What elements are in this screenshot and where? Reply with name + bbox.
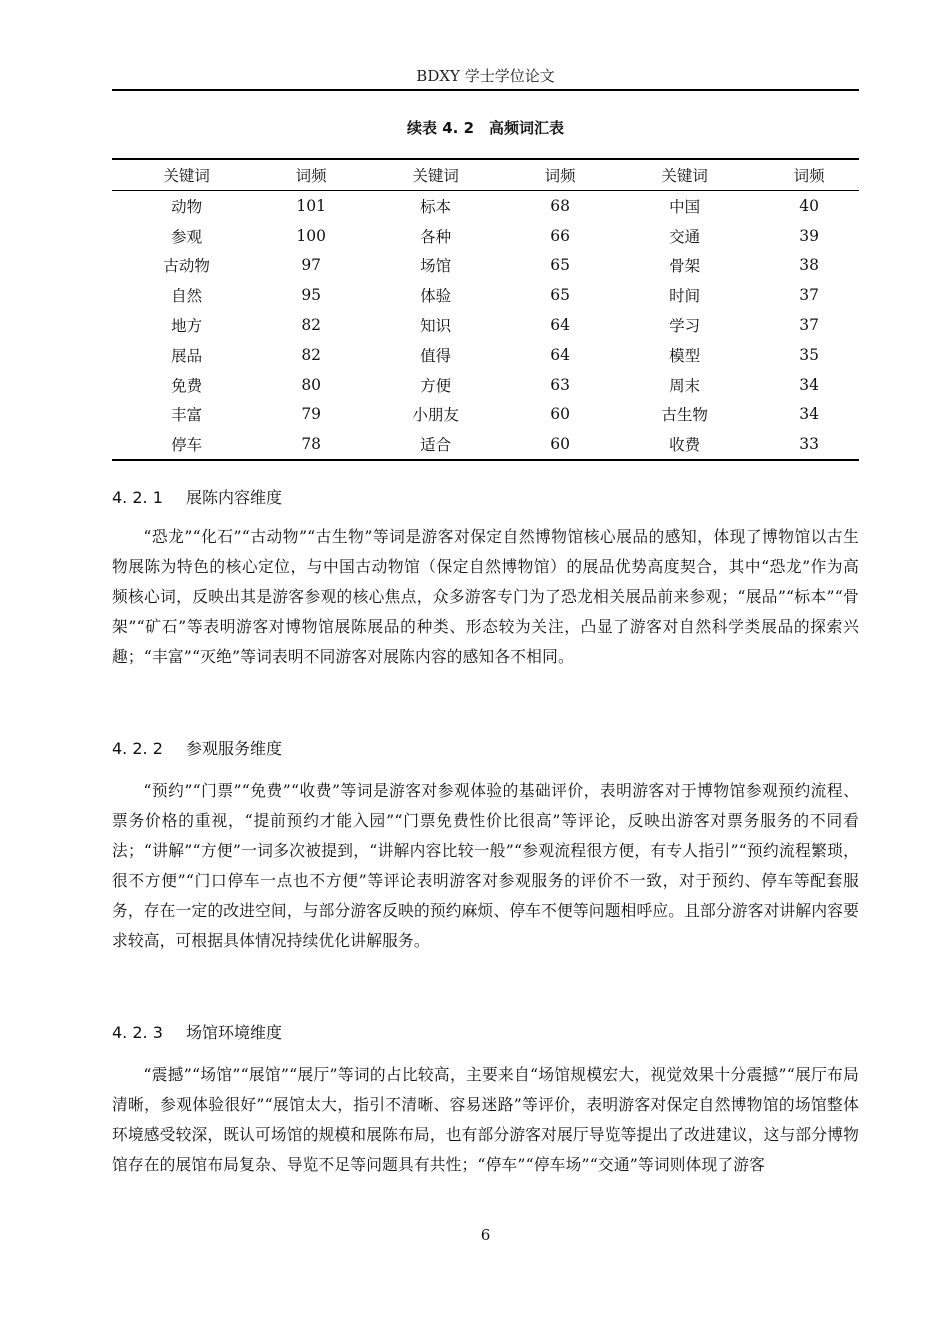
section-number: 4. 2. 3 [112,1023,163,1042]
frequency-cell: 34 [799,375,820,394]
frequency-cell: 65 [550,256,571,275]
section-heading-4-2-2 [112,737,282,761]
keyword-cell: 自然 [171,287,203,306]
frequency-cell: 34 [799,405,820,424]
keyword-cell: 丰富 [171,406,203,425]
table-row [112,400,859,430]
keyword-cell: 适合 [361,429,510,460]
table-row [112,221,859,251]
frequency-cell: 37 [799,286,820,305]
keyword-cell: 古动物 [163,257,210,276]
column-header: 词频 [510,159,610,191]
frequency-cell: 33 [759,429,859,460]
keyword-cell: 停车 [112,429,261,460]
table-body [112,191,859,461]
keyword-cell: 收费 [610,429,759,460]
section-heading-4-2-1 [112,486,282,510]
keyword-cell: 地方 [171,317,203,336]
keyword-cell: 标本 [420,197,452,216]
section-number: 4. 2. 2 [112,739,163,758]
page-number: 6 [480,1226,491,1244]
section-paragraph: “震撼”“场馆”“展馆”“展厅”等词的占比较高，主要来自“场馆规模宏大，视觉效果十分震撼”“展厅布局清晰，参观体验很好”“展馆太大，指引不清晰、容易迷路”等评价，表明游客对保定自然博物馆的场馆整体环境感受较深，既认可场馆的规模和展陈布局，也有部分游客对展厅导览等提出了改进建议，这与部分博物馆存在的展馆布局复杂、导览不足等问题具有共性；“停车”“停车场”“交通”等词则体现了游客 [112,1065,859,1174]
frequency-cell: 82 [301,345,322,364]
frequency-cell: 100 [296,226,326,245]
keyword-cell: 场馆 [420,257,452,276]
column-header: 关键词 [610,159,759,191]
frequency-cell: 64 [550,345,571,364]
keyword-cell: 周末 [669,376,701,395]
keyword-cell: 各种 [420,227,452,246]
keyword-cell: 展品 [171,346,203,365]
frequency-cell: 68 [550,196,571,215]
frequency-cell: 63 [550,375,571,394]
keyword-cell: 免费 [171,376,203,395]
frequency-cell: 97 [301,256,322,275]
section-heading-4-2-3 [112,1021,282,1045]
frequency-cell: 39 [799,226,820,245]
column-header: 词频 [759,159,859,191]
keyword-cell: 小朋友 [412,406,459,425]
keyword-cell: 古生物 [661,406,708,425]
frequency-cell: 101 [296,196,326,215]
frequency-cell: 38 [799,256,820,275]
frequency-cell: 95 [301,286,322,305]
keyword-cell: 值得 [420,346,452,365]
section-title: 参观服务维度 [186,739,283,758]
keyword-cell: 体验 [420,287,452,306]
section-paragraph: “恐龙”“化石”“古动物”“古生物”等词是游客对保定自然博物馆核心展品的感知，体现了博物馆以古生物展陈为特色的核心定位，与中国古动物馆（保定自然博物馆）的展品优势高度契合，其中“恐龙”作为高频核心词，反映出其是游客参观的核心焦点，众多游客专门为了恐龙相关展品前来参观；“展品”“标本”“骨架”“矿石”等表明游客对博物馆展陈展品的种类、形态较为关注，凸显了游客对自然科学类展品的探索兴趣；“丰富”“灭绝”等词表明不同游客对展陈内容的感知各不相同。 [112,527,859,666]
frequency-cell: 64 [550,316,571,335]
frequency-cell: 80 [301,375,322,394]
frequency-cell: 66 [550,226,571,245]
keyword-cell: 知识 [420,317,452,336]
running-header: BDXY 学士学位论文 [416,67,555,85]
keyword-cell: 模型 [669,346,701,365]
keyword-cell: 骨架 [669,257,701,276]
table-caption: 续表 4. 2 高频词汇表 [406,119,565,137]
frequency-cell: 60 [510,429,610,460]
table-header-row [112,159,859,191]
frequency-cell: 82 [301,316,322,335]
keyword-frequency-table [112,158,859,461]
table-row [112,310,859,340]
keyword-cell: 中国 [669,197,701,216]
frequency-cell: 37 [799,316,820,335]
frequency-cell: 40 [799,196,820,215]
table-row [112,340,859,370]
section-number: 4. 2. 1 [112,488,163,507]
column-header: 词频 [261,159,361,191]
keyword-cell: 交通 [669,227,701,246]
table-row [112,251,859,281]
frequency-cell: 60 [550,405,571,424]
column-header: 关键词 [112,159,261,191]
table-row [112,191,859,221]
frequency-cell: 79 [301,405,322,424]
keyword-cell: 学习 [669,317,701,336]
frequency-cell: 65 [550,286,571,305]
column-header: 关键词 [361,159,510,191]
keyword-cell: 参观 [171,227,203,246]
section-paragraph: “预约”“门票”“免费”“收费”等词是游客对参观体验的基础评价，表明游客对于博物馆参观预约流程、票务价格的重视，“提前预约才能入园”“门票免费性价比很高”等评论，反映出游客对票务服务的不同看法；“讲解”“方便”一词多次被提到，“讲解内容比较一般”“参观流程很方便，有专人指引”“预约流程繁琐，很不方便”“门口停车一点也不方便”等评论表明游客对参观服务的评价不一致，对于预约、停车等配套服务，存在一定的改进空间，与部分游客反映的预约麻烦、停车不便等问题相呼应。且部分游客对讲解内容要求较高，可根据具体情况持续优化讲解服务。 [112,781,859,950]
table-row [112,370,859,400]
section-title: 场馆环境维度 [186,1023,283,1042]
header-rule [112,89,859,91]
section-title: 展陈内容维度 [186,488,283,507]
keyword-cell: 动物 [171,197,203,216]
frequency-cell: 35 [799,345,820,364]
frequency-cell: 78 [261,429,361,460]
keyword-cell: 时间 [669,287,701,306]
keyword-cell: 方便 [420,376,452,395]
table-row [112,280,859,310]
table-row [112,429,859,460]
